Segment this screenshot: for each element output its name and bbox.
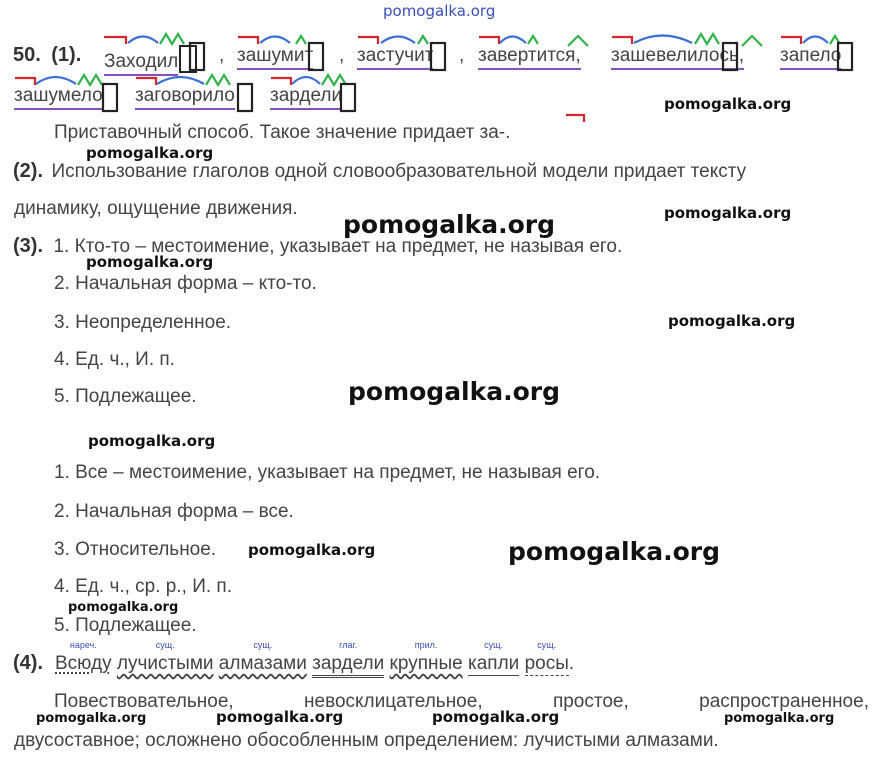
part4-label: (4). — [13, 652, 43, 674]
word-zahodil: Заходил — [104, 45, 197, 73]
exercise-number-label: 50. — [13, 44, 41, 66]
part3-a-item2: 2. Начальная форма – кто-то. — [54, 273, 317, 294]
part4-sentence — [55, 640, 575, 678]
method-text: Приставочный способ. Такое значение придает за-. — [54, 122, 511, 143]
word-zavertitsya: завертится, — [478, 45, 581, 66]
word-zapelo: запело — [780, 45, 842, 66]
watermark: pomogalka.org — [36, 711, 147, 726]
watermark-top: pomogalka.org — [383, 2, 496, 20]
word-zashumit: зашумит — [237, 45, 314, 66]
part3-b-item2: 2. Начальная форма – все. — [54, 501, 294, 522]
watermark: pomogalka.org — [86, 144, 214, 162]
word-zardeli: глаг. зардели — [312, 653, 384, 678]
part3-b-item1: 1. Все – местоимение, указывает на предмет, не называя его. — [54, 462, 601, 483]
part3-a-item1: 1. Кто-то – местоимение, указывает на предмет, не называя его. — [53, 236, 623, 257]
word-zagovorilo: заговорило — [135, 85, 235, 106]
watermark: pomogalka.org — [432, 708, 560, 726]
desc-word: невосклицательное, — [304, 691, 483, 712]
watermark: pomogalka.org — [86, 253, 214, 271]
part2 — [13, 160, 746, 183]
desc-word: Повествовательное, — [54, 691, 234, 712]
part2-line1: Использование глаголов одной словообразовательной модели придает тексту — [51, 161, 747, 182]
comma: , — [219, 45, 225, 66]
watermark: pomogalka.org — [348, 377, 561, 406]
word-krupnye: прил. крупные — [389, 640, 463, 674]
part4-desc-line2: двусоставное; осложнено обособленным определением: лучистыми алмазами. — [14, 730, 719, 751]
part3-a-item4: 4. Ед. ч., И. п. — [54, 349, 175, 370]
watermark: pomogalka.org — [508, 537, 721, 566]
watermark: pomogalka.org — [668, 312, 796, 330]
watermark: pomogalka.org — [68, 600, 179, 615]
part2-label: (2). — [13, 160, 43, 182]
word-almazami: сущ. алмазами — [218, 640, 307, 674]
part3-b-item3: 3. Относительное. — [54, 539, 217, 560]
word-luchistymi: сущ. лучистыми — [116, 640, 214, 674]
word-zashumelo: зашумело — [14, 85, 103, 106]
word-zastuchit: застучит — [357, 45, 434, 66]
part3-b-item4: 4. Ед. ч., ср. р., И. п. — [54, 576, 232, 597]
sentence-end: . — [568, 653, 575, 674]
watermark: pomogalka.org — [343, 210, 556, 239]
part3-a-item3: 3. Неопределенное. — [54, 312, 232, 333]
watermark: pomogalka.org — [724, 711, 835, 726]
word-kapli: сущ. капли — [467, 640, 520, 674]
comma: , — [459, 45, 465, 66]
part3-label: (3). — [13, 235, 43, 257]
part3-a-item5: 5. Подлежащее. — [54, 386, 197, 407]
watermark: pomogalka.org — [664, 204, 792, 222]
desc-word: распространенное, — [699, 691, 869, 712]
watermark: pomogalka.org — [88, 432, 216, 450]
word-zashevelilos: зашевелилось, — [611, 45, 745, 66]
part4 — [13, 652, 43, 675]
part2-line2: динамику, ощущение движения. — [14, 198, 298, 219]
watermark: pomogalka.org — [216, 708, 344, 726]
word-rosy: сущ. росы — [524, 640, 569, 674]
part3-b-item5: 5. Подлежащее. — [54, 615, 197, 636]
comma: , — [339, 45, 345, 66]
desc-word: простое, — [552, 691, 629, 712]
word-zardeli: зардели — [270, 85, 343, 106]
part1-label: (1). — [51, 44, 82, 66]
watermark: pomogalka.org — [664, 95, 792, 113]
watermark: pomogalka.org — [248, 541, 376, 559]
word-vsyudu: нареч. Всюду — [55, 640, 112, 674]
